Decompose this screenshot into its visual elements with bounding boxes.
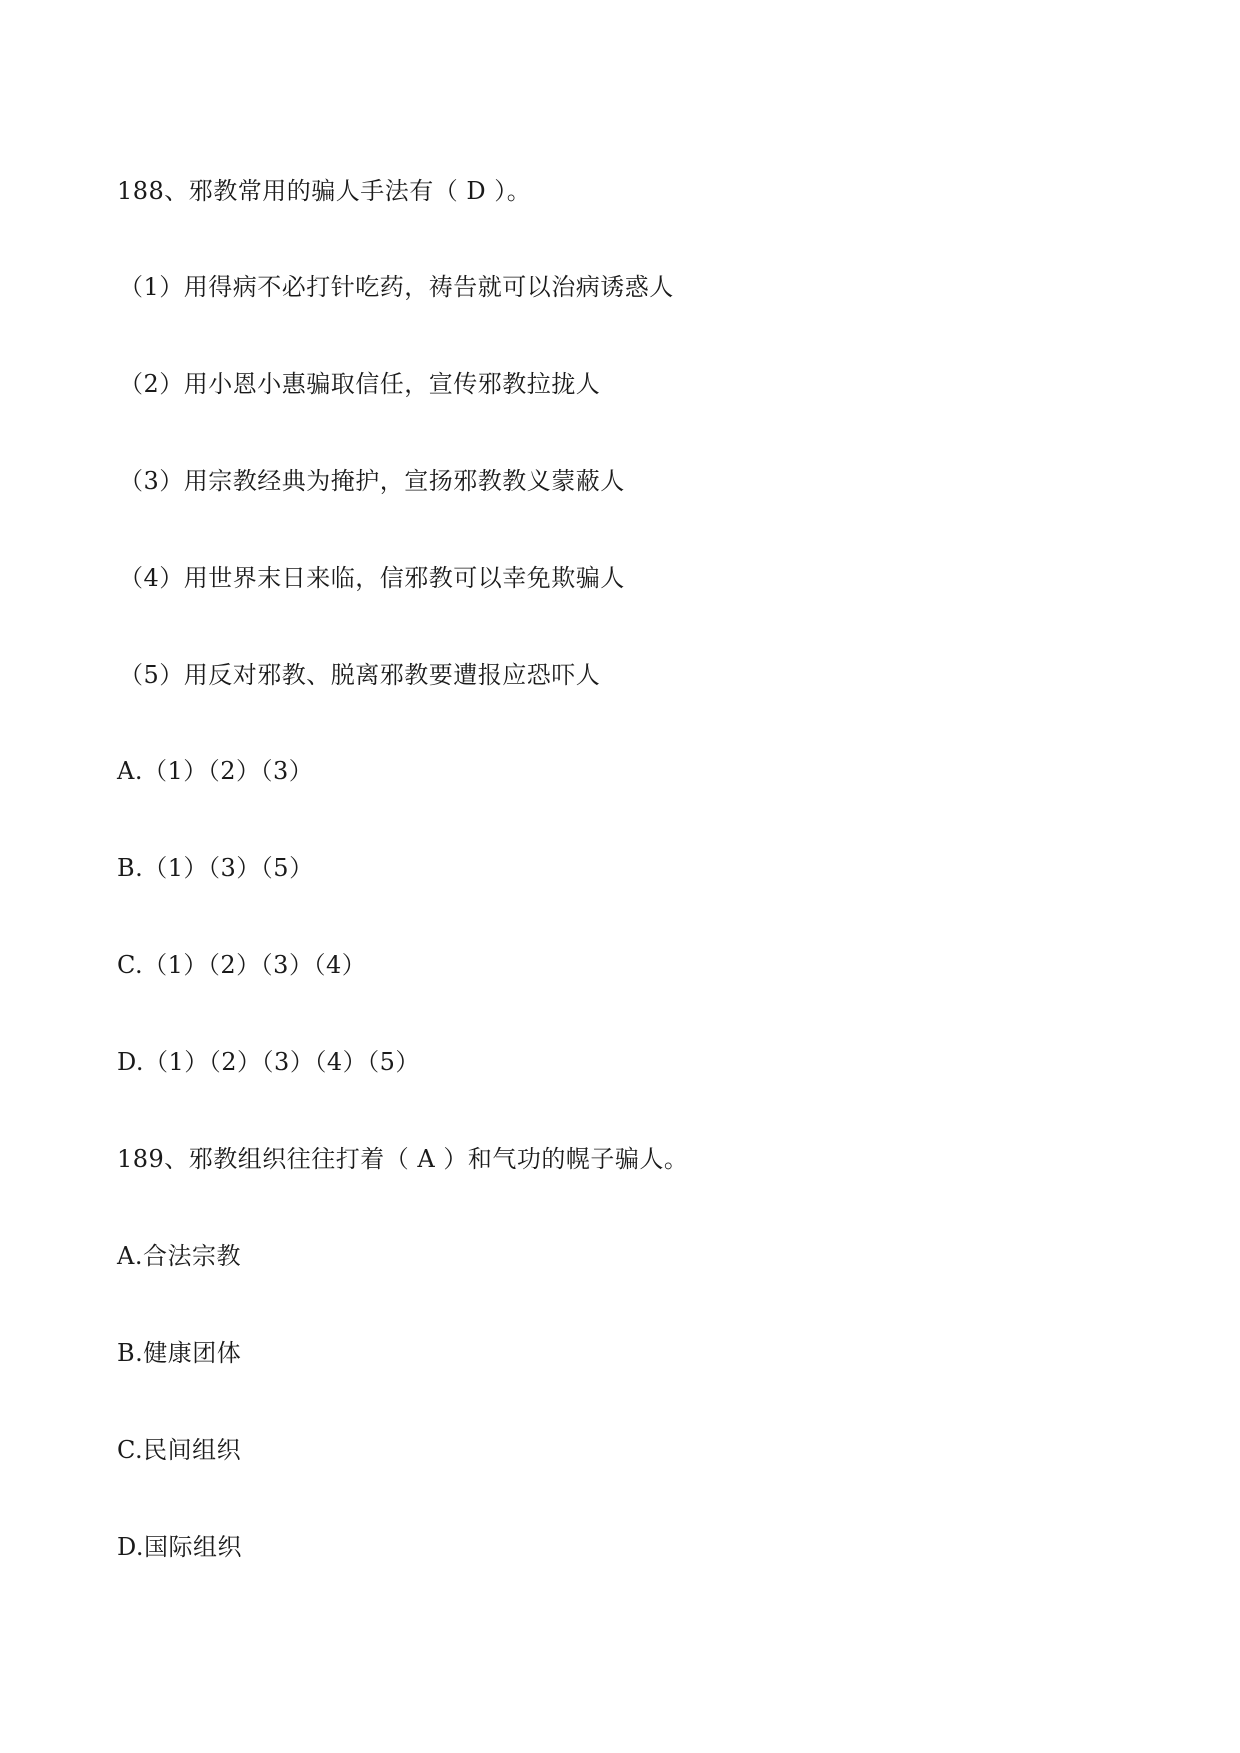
statement-5: （5）用反对邪教、脱离邪教要遭报应恐吓人: [119, 661, 601, 689]
statement-1: （1）用得病不必打针吃药，祷告就可以治病诱惑人: [119, 273, 674, 301]
statement-4: （4）用世界末日来临，信邪教可以幸免欺骗人: [119, 564, 625, 592]
question-189-option-a: A.合法宗教: [117, 1242, 241, 1270]
question-188-option-b: B.（1）（3）（5）: [117, 854, 314, 882]
statement-2: （2）用小恩小惠骗取信任，宣传邪教拉拢人: [119, 370, 601, 398]
question-189-option-d: D.国际组织: [117, 1533, 243, 1561]
question-189-option-b: B.健康团体: [117, 1339, 242, 1367]
statement-3: （3）用宗教经典为掩护，宣扬邪教教义蒙蔽人: [119, 467, 625, 495]
question-188-option-c: C.（1）（2）（3）（4）: [117, 951, 367, 979]
question-188-stem: 188、邪教常用的骗人手法有（ D ）。: [117, 177, 532, 205]
question-189-stem: 189、邪教组织往往打着（ A ）和气功的幌子骗人。: [117, 1145, 689, 1173]
question-189-option-c: C.民间组织: [117, 1436, 242, 1464]
question-188-option-a: A.（1）（2）（3）: [117, 757, 314, 785]
question-188-option-d: D.（1）（2）（3）（4）（5）: [117, 1048, 420, 1076]
